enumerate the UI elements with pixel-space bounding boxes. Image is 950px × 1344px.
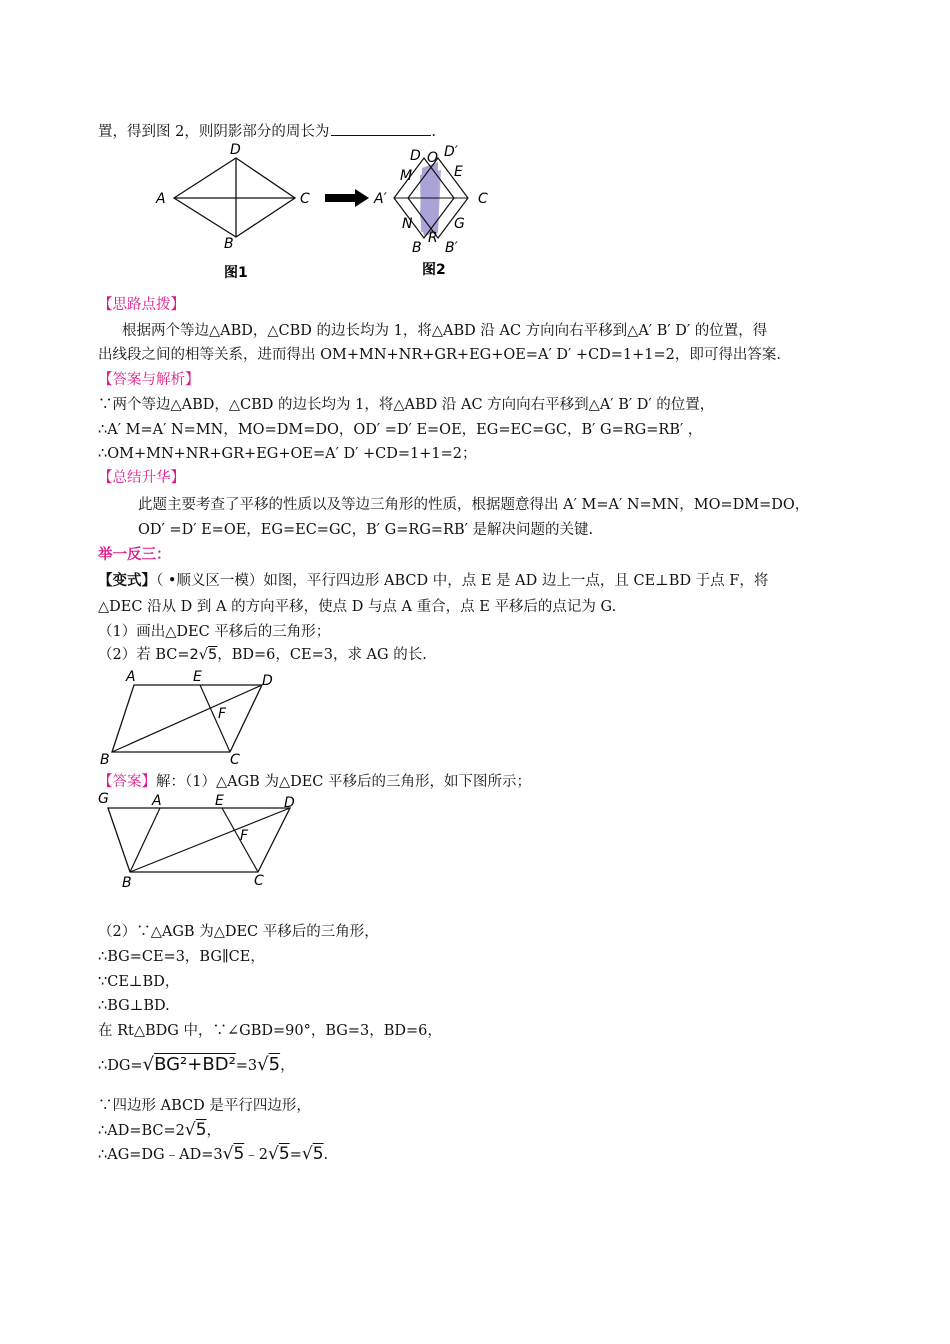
- solution-step-7: ∵四边形 ABCD 是平行四边形，: [98, 1098, 311, 1114]
- variant-q2-b: ，BD=6，CE=3，求 AG 的长.: [217, 647, 427, 663]
- sqrt5-ad-val: 5: [195, 1120, 207, 1140]
- fig2-label-c: C: [478, 191, 488, 207]
- dg-equals: =3: [235, 1058, 258, 1074]
- fig1-label-a: A: [156, 191, 166, 207]
- sqrt5-dg: √5: [257, 1054, 281, 1075]
- figure-1: [150, 140, 320, 290]
- solution-step-6: [98, 1050, 295, 1081]
- solution-tag: 【答案】: [98, 774, 156, 790]
- fig1-label-d: D: [230, 142, 241, 158]
- sqrt5-ad: √5: [184, 1120, 207, 1140]
- solution-step-8: [98, 1118, 221, 1143]
- sqrt5-ag-3: √5: [301, 1144, 324, 1164]
- sqrt5-ag-1-val: 5: [233, 1144, 245, 1164]
- summary-line-2: OD′ =D′ E=OE，EG=EC=GC，B′ G=RG=RB′ 是解决问题的关键.: [138, 522, 594, 538]
- fig2-label-n: N: [402, 216, 413, 232]
- radicand-bg-bd: BG²+BD²: [154, 1054, 236, 1075]
- fig2-label-bp: B′: [445, 240, 458, 256]
- fig4-label-d: D: [284, 795, 295, 811]
- figure-2: [370, 140, 500, 280]
- answer-tag: 【答案与解析】: [98, 372, 200, 388]
- solution-step-1: （2）∵△AGB 为△DEC 平移后的三角形，: [98, 924, 379, 940]
- fig2-label-ap: A′: [374, 191, 387, 207]
- ad-prefix: ∴AD=BC=2: [98, 1123, 185, 1139]
- fig2-label-e: E: [454, 164, 463, 180]
- fig4-label-e: E: [215, 793, 224, 809]
- fig3-label-f: F: [218, 706, 227, 722]
- sqrt5-ag-3-val: 5: [312, 1144, 324, 1164]
- answer-line-1: ∵两个等边△ABD，△CBD 的边长均为 1，将△ABD 沿 AC 方向向右平移到△A′ B′ D′ 的位置，: [98, 397, 715, 413]
- hint-line-1: 根据两个等边△ABD，△CBD 的边长均为 1，将△ABD 沿 AC 方向向右平移到△A′ B′ D′ 的位置，得: [122, 323, 768, 339]
- fig3-label-c: C: [230, 752, 240, 768]
- figure-4: [96, 788, 306, 892]
- solution-step-9: [98, 1142, 328, 1167]
- hint-tag: 【思路点拨】: [98, 297, 185, 313]
- variant-q2-a: （2）若 BC=: [98, 647, 190, 663]
- sqrt5-ag-1: √5: [222, 1144, 245, 1164]
- coef-two: 2: [189, 647, 199, 663]
- ag-period: .: [323, 1147, 329, 1163]
- answer-blank: [331, 121, 431, 136]
- fig1-label-c: C: [300, 191, 310, 207]
- variant-text-1: （ •顺义区一模）如图，平行四边形 ABCD 中，点 E 是 AD 边上一点，且 CE⊥BD 于点 F，将: [156, 573, 769, 589]
- sqrt-5: 5: [208, 647, 218, 663]
- two-sqrt5: 2√5: [189, 647, 218, 663]
- variant-line-2: △DEC 沿从 D 到 A 的方向平移，使点 D 与点 A 重合，点 E 平移后的点记为 G.: [98, 599, 617, 615]
- sqrt5-ag-2-val: 5: [278, 1144, 290, 1164]
- ad-comma: ，: [206, 1123, 222, 1139]
- sqrt5-dg-val: 5: [268, 1054, 281, 1075]
- fig1-label-b: B: [224, 236, 234, 252]
- solution-step-3: ∵CE⊥BD，: [98, 974, 180, 990]
- intro-line: [98, 121, 436, 142]
- fig3-label-e: E: [193, 669, 202, 685]
- sqrt5-ag-2: √5: [268, 1144, 290, 1164]
- summary-tag: 【总结升华】: [98, 470, 185, 486]
- fig2-label-o: O: [427, 150, 439, 166]
- dg-prefix: ∴DG=: [98, 1058, 143, 1074]
- solution-step-5: 在 Rt△BDG 中，∵∠GBD=90°，BG=3，BD=6，: [98, 1023, 442, 1039]
- fig2-label-g: G: [454, 216, 465, 232]
- fig4-label-a: A: [152, 793, 162, 809]
- intro-end: .: [431, 124, 436, 140]
- intro-text: 置，得到图 2，则阴影部分的周长为: [98, 124, 330, 140]
- dg-comma: ，: [280, 1058, 295, 1074]
- fig3-label-a: A: [126, 669, 136, 685]
- fig4-label-b: B: [122, 875, 132, 891]
- fig4-label-c: C: [254, 873, 264, 889]
- section-title: 举一反三：: [98, 546, 171, 563]
- figure-3: [96, 668, 286, 768]
- hint-line-2: 出线段之间的相等关系，进而得出 OM+MN+NR+GR+EG+OE=A′ D′ +CD=1+1=2，即可得出答案.: [98, 347, 782, 363]
- fig2-label-m: M: [400, 168, 413, 184]
- fig2-label-d: D: [410, 148, 421, 164]
- variant-line-1: [98, 571, 768, 591]
- solution-step-4: ∴BG⊥BD.: [98, 998, 170, 1014]
- ag-minus: ﹣2: [244, 1147, 269, 1163]
- ag-prefix: ∴AG=DG﹣AD=3: [98, 1147, 223, 1163]
- ag-equals: =: [289, 1147, 302, 1163]
- fig2-caption: 图2: [422, 262, 446, 278]
- solution-step-2: ∴BG=CE=3，BG∥CE，: [98, 949, 265, 965]
- summary-line-1: 此题主要考查了平移的性质以及等边三角形的性质，根据题意得出 A′ M=A′ N=MN，MO=DM=DO，: [138, 497, 810, 513]
- fig2-label-r: R: [428, 230, 438, 246]
- answer-line-2: ∴A′ M=A′ N=MN，MO=DM=DO，OD′ =D′ E=OE，EG=EC=GC，B′ G=RG=RB′ ，: [98, 422, 703, 438]
- variant-q1: （1）画出△DEC 平移后的三角形；: [98, 624, 331, 640]
- fig4-label-f: F: [240, 828, 249, 844]
- fig3-label-d: D: [262, 673, 273, 689]
- fig1-caption: 图1: [224, 265, 248, 281]
- variant-tag: 【变式】: [98, 572, 156, 589]
- sqrt-bg-bd: √BG²+BD²: [142, 1054, 236, 1075]
- fig4-label-g: G: [98, 791, 109, 807]
- fig2-label-b: B: [412, 240, 422, 256]
- answer-line-3: ∴OM+MN+NR+GR+EG+OE=A′ D′ +CD=1+1=2；: [98, 446, 477, 462]
- fig2-label-dp: D′: [444, 144, 458, 160]
- solution-text-1: 解：（1）△AGB 为△DEC 平移后的三角形，如下图所示；: [156, 774, 532, 790]
- arrow-icon: [325, 188, 371, 208]
- variant-q2: [98, 645, 427, 665]
- fig3-label-b: B: [100, 752, 110, 768]
